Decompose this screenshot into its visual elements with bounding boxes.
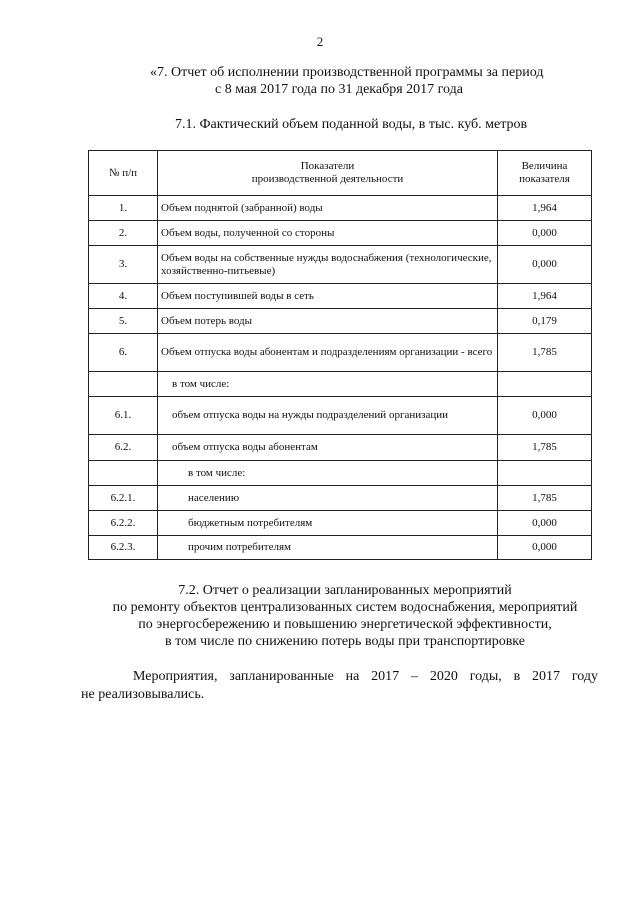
row-number: 5. — [89, 309, 158, 334]
table-row — [89, 511, 592, 536]
row-number — [89, 461, 158, 486]
row-indicator: в том числе: — [158, 372, 498, 397]
row-indicator: прочим потребителям — [158, 536, 498, 560]
row-value: 0,000 — [498, 536, 592, 560]
header-indicator — [158, 151, 498, 196]
row-number: 6.2.1. — [89, 486, 158, 511]
row-indicator: населению — [158, 486, 498, 511]
header-value — [498, 151, 592, 196]
header-value-line-2: показателя — [519, 173, 570, 185]
row-value: 0,000 — [498, 246, 592, 284]
row-number: 6.2. — [89, 435, 158, 461]
row-indicator: в том числе: — [158, 461, 498, 486]
row-value — [498, 372, 592, 397]
section-7-2-heading — [80, 582, 610, 650]
paragraph-line-2: не реализовывались. — [81, 687, 205, 702]
table-row — [89, 461, 592, 486]
section-7-2-line-1: 7.2. Отчет о реализации запланированных мероприятий — [178, 583, 512, 598]
section-7-2-line-3: по энергосбережению и повышению энергетической эффективности, — [138, 617, 552, 632]
table-row — [89, 309, 592, 334]
table-row — [89, 486, 592, 511]
row-indicator: Объем воды, полученной со стороны — [158, 221, 498, 246]
row-value — [498, 461, 592, 486]
table-row — [89, 284, 592, 309]
table-row — [89, 536, 592, 560]
row-number: 1. — [89, 196, 158, 221]
table-row — [89, 397, 592, 435]
measures-paragraph — [81, 668, 598, 704]
row-indicator: объем отпуска воды на нужды подразделений организации — [158, 397, 498, 435]
row-number: 3. — [89, 246, 158, 284]
section-7-1-title: 7.1. Фактический объем поданной воды, в тыс. куб. метров — [175, 117, 528, 132]
section-7-heading — [150, 64, 600, 98]
row-value: 0,000 — [498, 221, 592, 246]
page-number: 2 — [316, 34, 324, 49]
table-row — [89, 196, 592, 221]
row-number: 4. — [89, 284, 158, 309]
section-7-title-line-1: «7. Отчет об исполнении производственной программы за период — [150, 65, 544, 80]
row-indicator: Объем потерь воды — [158, 309, 498, 334]
row-indicator: Объем поднятой (забранной) воды — [158, 196, 498, 221]
row-value: 1,964 — [498, 196, 592, 221]
row-value: 0,000 — [498, 397, 592, 435]
row-value: 0,000 — [498, 511, 592, 536]
table-row — [89, 221, 592, 246]
header-indicator-line-2: производственной деятельности — [251, 173, 404, 185]
paragraph-line-1: Мероприятия, запланированные на 2017 – 2020 годы, в 2017 году — [133, 669, 598, 684]
row-number — [89, 372, 158, 397]
row-number: 6.1. — [89, 397, 158, 435]
section-7-title-line-2: с 8 мая 2017 года по 31 декабря 2017 года — [215, 82, 463, 97]
row-number: 6.2.3. — [89, 536, 158, 560]
table-row — [89, 435, 592, 461]
row-indicator: объем отпуска воды абонентам — [158, 435, 498, 461]
table-row — [89, 372, 592, 397]
row-number: 6.2.2. — [89, 511, 158, 536]
table-row — [89, 334, 592, 372]
row-value: 1,964 — [498, 284, 592, 309]
section-7-2-line-2: по ремонту объектов централизованных систем водоснабжения, мероприятий — [112, 600, 578, 615]
row-number: 2. — [89, 221, 158, 246]
row-value: 1,785 — [498, 435, 592, 461]
header-indicator-line-1: Показатели — [300, 160, 355, 172]
water-volume-table — [88, 150, 592, 560]
row-indicator: Объем воды на собственные нужды водоснабжения (технологические, хозяйственно-питьевые) — [158, 246, 498, 284]
header-num: № п/п — [89, 151, 158, 196]
section-7-2-line-4: в том числе по снижению потерь воды при транспортировке — [165, 634, 525, 649]
table-header-row — [89, 151, 592, 196]
row-indicator: Объем отпуска воды абонентам и подразделениям организации - всего — [158, 334, 498, 372]
row-value: 1,785 — [498, 486, 592, 511]
row-value: 1,785 — [498, 334, 592, 372]
header-value-line-1: Величина — [521, 160, 568, 172]
row-number: 6. — [89, 334, 158, 372]
row-indicator: бюджетным потребителям — [158, 511, 498, 536]
row-value: 0,179 — [498, 309, 592, 334]
row-indicator: Объем поступившей воды в сеть — [158, 284, 498, 309]
table-row — [89, 246, 592, 284]
